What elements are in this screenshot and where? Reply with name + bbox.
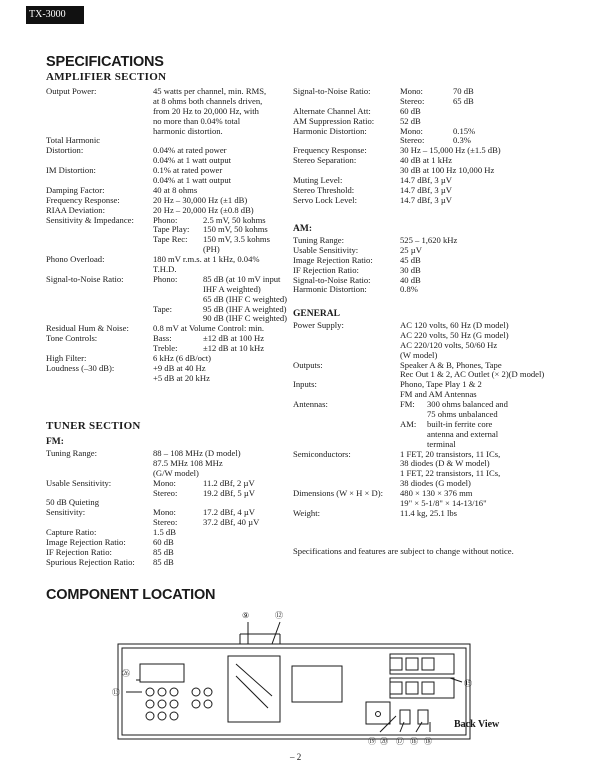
spec-label: Inputs: bbox=[293, 379, 317, 390]
spec-value: 52 dB bbox=[400, 115, 421, 126]
spec-value: 85 dB bbox=[153, 546, 174, 557]
spec-value: 0.8% bbox=[400, 284, 418, 295]
spec-label: Phono Overload: bbox=[46, 254, 105, 265]
spec-value: Tape Rec: bbox=[153, 234, 188, 245]
spec-value: 0.04% at 1 watt output bbox=[153, 155, 232, 166]
spec-label: Loudness (–30 dB): bbox=[46, 362, 115, 373]
spec-value: 1 FET, 22 transistors, 11 ICs, bbox=[400, 468, 501, 479]
spec-value: 0.8 mV at Volume Control: min. bbox=[153, 323, 265, 334]
spec-value: harmonic distortion. bbox=[153, 125, 223, 136]
spec-value: Mono: bbox=[153, 507, 176, 518]
spec-value: 30 Hz – 15,000 Hz (±1.5 dB) bbox=[400, 145, 501, 156]
spec-value: Stereo: bbox=[400, 135, 425, 146]
spec-value: 0.04% at 1 watt output bbox=[153, 175, 232, 186]
spec-value: 45 dB bbox=[400, 254, 421, 265]
spec-value: Tape Play: bbox=[153, 224, 190, 235]
spec-label: 50 dB Quieting bbox=[46, 497, 99, 508]
spec-value: 11.2 dBf, 2 µV bbox=[203, 477, 255, 488]
spec-row bbox=[46, 558, 301, 568]
spec-value: 1.5 dB bbox=[153, 527, 176, 538]
spec-value: Speaker A & B, Phones, Tape bbox=[400, 359, 502, 370]
spec-value: 30 dB bbox=[400, 264, 421, 275]
spec-value: 37.2 dBf, 40 µV bbox=[203, 517, 260, 528]
spec-value: 30 dB at 100 Hz 10,000 Hz bbox=[400, 165, 495, 176]
spec-value: 14.7 dBf, 3 µV bbox=[400, 184, 452, 195]
spec-value: +9 dB at 40 Hz bbox=[153, 362, 206, 373]
spec-value: 480 × 130 × 376 mm bbox=[400, 488, 473, 499]
spec-row bbox=[293, 87, 583, 97]
tuner-section-title: TUNER SECTION bbox=[46, 420, 141, 432]
amplifier-spec-list bbox=[46, 87, 301, 384]
spec-label: Output Power: bbox=[46, 86, 97, 96]
spec-value: 20 Hz – 20,000 Hz (±0.8 dB) bbox=[153, 204, 254, 215]
spec-value: 150 mV, 50 kohms bbox=[203, 224, 268, 235]
ac-outlet bbox=[366, 702, 390, 724]
spec-row bbox=[46, 235, 301, 245]
spec-label: Image Rejection Ratio: bbox=[46, 537, 126, 548]
spec-label: Frequency Response: bbox=[293, 145, 367, 156]
spec-label: Tuning Range: bbox=[293, 235, 345, 245]
callout-17: ⑰ bbox=[396, 737, 404, 746]
spec-value: 60 dB bbox=[153, 537, 174, 548]
spec-value: terminal bbox=[427, 438, 456, 449]
spec-value: AC 220/120 volts, 50/60 Hz bbox=[400, 339, 498, 350]
callout-20: ⑳ bbox=[380, 737, 388, 746]
fm-performance-spec-list bbox=[293, 87, 583, 206]
spec-label: Sensitivity: bbox=[46, 507, 86, 518]
spec-value: (PH) bbox=[203, 244, 220, 255]
spec-label: Frequency Response: bbox=[46, 194, 120, 205]
spec-value: 180 mV r.m.s. at 1 kHz, 0.04% bbox=[153, 254, 260, 265]
fm-spec-list bbox=[46, 449, 301, 568]
spec-value: 525 – 1,620 kHz bbox=[400, 235, 458, 245]
spec-label: Signal-to-Noise Ratio: bbox=[293, 274, 371, 285]
spec-value: Stereo: bbox=[153, 487, 178, 498]
spec-label: IF Rejection Ratio: bbox=[293, 264, 359, 275]
spec-value: Stereo: bbox=[153, 517, 178, 528]
general-spec-list bbox=[293, 321, 583, 519]
antenna-terminal-block bbox=[140, 664, 184, 682]
spec-value: (G/W model) bbox=[153, 467, 199, 478]
heat-sink bbox=[228, 656, 280, 722]
spec-value: 0.3% bbox=[453, 135, 471, 146]
spec-value: 88 – 108 MHz (D model) bbox=[153, 448, 241, 458]
spec-label: AM Suppression Ratio: bbox=[293, 115, 375, 126]
spec-value: Stereo: bbox=[400, 95, 425, 106]
spec-label: Dimensions (W × H × D): bbox=[293, 488, 383, 499]
spec-label: Outputs: bbox=[293, 359, 323, 370]
spec-value: 40 at 8 ohms bbox=[153, 184, 198, 195]
spec-value: 25 µV bbox=[400, 244, 422, 255]
spec-value: 85 dB (at 10 mV input bbox=[203, 273, 281, 284]
spec-value: 85 dB bbox=[153, 556, 174, 567]
spec-value: ±12 dB at 100 Hz bbox=[203, 333, 265, 344]
spec-label: Power Supply: bbox=[293, 320, 344, 330]
general-label: GENERAL bbox=[293, 309, 340, 319]
spec-value: antenna and external bbox=[427, 428, 499, 439]
spec-label: Damping Factor: bbox=[46, 184, 105, 195]
spec-value: 70 dB bbox=[453, 86, 474, 96]
spec-value: 6 kHz (6 dB/oct) bbox=[153, 353, 211, 364]
spec-value: 75 ohms unbalanced bbox=[427, 409, 498, 420]
spec-value: AC 220 volts, 50 Hz (G model) bbox=[400, 329, 509, 340]
spec-row bbox=[293, 127, 583, 137]
callout-26: ㉖ bbox=[122, 669, 130, 678]
spec-value: Phono, Tape Play 1 & 2 bbox=[400, 379, 482, 390]
spec-label: High Filter: bbox=[46, 353, 87, 364]
callout-9: ⑨ bbox=[242, 611, 250, 620]
spec-row bbox=[293, 341, 583, 351]
spec-value: Rec Out 1 & 2, AC Outlet (× 2)(D model) bbox=[400, 369, 545, 380]
spec-label: Spurious Rejection Ratio: bbox=[46, 556, 135, 567]
spec-label: Image Rejection Ratio: bbox=[293, 254, 373, 265]
callout-16: ⑯ bbox=[410, 737, 418, 746]
spec-value: 14.7 dBf, 3 µV bbox=[400, 194, 452, 205]
spec-value: Mono: bbox=[400, 125, 423, 136]
spec-label: Alternate Channel Att: bbox=[293, 105, 371, 116]
spec-label: Tuning Range: bbox=[46, 448, 98, 458]
spec-value: 0.15% bbox=[453, 125, 476, 136]
amplifier-section-title: AMPLIFIER SECTION bbox=[46, 71, 167, 83]
spec-value: 17.2 dBf, 4 µV bbox=[203, 507, 255, 518]
spec-value: Phono: bbox=[153, 214, 178, 225]
spec-value: 38 diodes (D & W model) bbox=[400, 458, 490, 469]
spec-value: FM and AM Antennas bbox=[400, 389, 477, 400]
callout-12: ⑫ bbox=[275, 611, 283, 620]
spec-row bbox=[293, 285, 583, 295]
spec-label: Capture Ratio: bbox=[46, 527, 97, 538]
spec-value: Mono: bbox=[153, 477, 176, 488]
spec-value: 87.5 MHz 108 MHz bbox=[153, 457, 223, 468]
spec-label: Signal-to-Noise Ratio: bbox=[293, 86, 371, 96]
spec-label: Usable Sensitivity: bbox=[293, 244, 359, 255]
spec-label: Usable Sensitivity: bbox=[46, 477, 112, 488]
callout-18: ⑱ bbox=[424, 737, 432, 746]
spec-label: Stereo Separation: bbox=[293, 155, 357, 166]
spec-value: 11.4 kg, 25.1 lbs bbox=[400, 507, 457, 518]
spec-value: +5 dB at 20 kHz bbox=[153, 372, 210, 383]
spec-label: Total Harmonic bbox=[46, 135, 101, 146]
spec-value: AC 120 volts, 60 Hz (D model) bbox=[400, 320, 509, 330]
spec-value: 65 dB bbox=[453, 95, 474, 106]
spec-label: Weight: bbox=[293, 507, 320, 518]
spec-value: 19" × 5-1/8" × 14-13/16" bbox=[400, 498, 487, 509]
spec-value: AM: bbox=[400, 418, 417, 429]
spec-label: Residual Hum & Noise: bbox=[46, 323, 129, 334]
spec-label: Tone Controls: bbox=[46, 333, 98, 344]
specifications-title: SPECIFICATIONS bbox=[46, 54, 164, 70]
spec-value: 2.5 mV, 50 kohms bbox=[203, 214, 266, 225]
spec-value: 300 ohms balanced and bbox=[427, 399, 508, 410]
spec-value: 60 dB bbox=[400, 105, 421, 116]
spec-value: Phono: bbox=[153, 273, 178, 284]
spec-label: Harmonic Distortion: bbox=[293, 125, 367, 136]
component-location-title: COMPONENT LOCATION bbox=[46, 587, 216, 603]
spec-label: RIAA Deviation: bbox=[46, 204, 105, 215]
back-view-label: Back View bbox=[454, 719, 500, 730]
spec-label: Stereo Threshold: bbox=[293, 184, 355, 195]
spec-value: Bass: bbox=[153, 333, 172, 344]
spec-label: IF Rejection Ratio: bbox=[46, 546, 112, 557]
spec-value: no more than 0.04% total bbox=[153, 115, 241, 126]
spec-label: Harmonic Distortion: bbox=[293, 284, 367, 295]
spec-value: IHF A weighted) bbox=[203, 283, 261, 294]
spec-value: T.H.D. bbox=[153, 264, 177, 275]
callout-19: ⑲ bbox=[368, 737, 376, 746]
spec-value: (W model) bbox=[400, 349, 438, 360]
spec-label: Muting Level: bbox=[293, 175, 343, 186]
spec-value: 1 FET, 20 transistors, 11 ICs, bbox=[400, 448, 501, 459]
spec-value: 45 watts per channel, min. RMS, bbox=[153, 86, 267, 96]
spec-value: 0.04% at rated power bbox=[153, 145, 227, 156]
spec-value: 20 Hz – 30,000 Hz (±1 dB) bbox=[153, 194, 248, 205]
spec-label: Distortion: bbox=[46, 145, 84, 156]
spec-label: Antennas: bbox=[293, 399, 328, 410]
spec-value: 0.1% at rated power bbox=[153, 165, 223, 176]
spec-label: Sensitivity & Impedance: bbox=[46, 214, 134, 225]
input-jacks bbox=[146, 688, 212, 720]
footnote: Specifications and features are subject to change without notice. bbox=[293, 546, 514, 556]
spec-row bbox=[46, 374, 301, 384]
am-spec-list bbox=[293, 236, 583, 295]
spec-label: IM Distortion: bbox=[46, 165, 96, 176]
spec-value: 40 dB bbox=[400, 274, 421, 285]
model-tag: TX-3000 bbox=[26, 6, 84, 24]
spec-value: FM: bbox=[400, 399, 415, 410]
spec-value: Mono: bbox=[400, 86, 423, 96]
back-view-diagram bbox=[100, 604, 520, 752]
spec-label: Signal-to-Noise Ratio: bbox=[46, 273, 124, 284]
spec-value: 40 dB at 1 kHz bbox=[400, 155, 453, 166]
fm-label: FM: bbox=[46, 437, 64, 447]
spec-value: at 8 ohms both channels driven, bbox=[153, 95, 263, 106]
spec-value: 150 mV, 3.5 kohms bbox=[203, 234, 270, 245]
spec-value: ±12 dB at 10 kHz bbox=[203, 343, 265, 354]
spec-value: 19.2 dBf, 5 µV bbox=[203, 487, 255, 498]
spec-row bbox=[293, 196, 583, 206]
spec-value: Treble: bbox=[153, 343, 178, 354]
spec-value: from 20 Hz to 20,000 Hz, with bbox=[153, 105, 259, 116]
page-number: – 2 bbox=[290, 752, 302, 762]
spec-value: 65 dB (IHF C weighted) bbox=[203, 293, 288, 304]
spec-label: Servo Lock Level: bbox=[293, 194, 357, 205]
spec-value: built-in ferrite core bbox=[427, 418, 493, 429]
spec-value: 90 dB (IHF C weighted) bbox=[203, 313, 288, 324]
spec-row bbox=[46, 275, 301, 285]
spec-row bbox=[293, 509, 583, 519]
callout-15: ⑮ bbox=[464, 679, 472, 688]
callout-13: ⑬ bbox=[112, 688, 120, 697]
spec-value: Tape: bbox=[153, 303, 172, 314]
spec-label: Semiconductors: bbox=[293, 448, 351, 459]
spec-value: 95 dB (IHF A weighted) bbox=[203, 303, 287, 314]
spec-value: 38 diodes (G model) bbox=[400, 478, 471, 489]
am-label: AM: bbox=[293, 224, 312, 234]
spec-value: 14.7 dBf, 3 µV bbox=[400, 175, 452, 186]
